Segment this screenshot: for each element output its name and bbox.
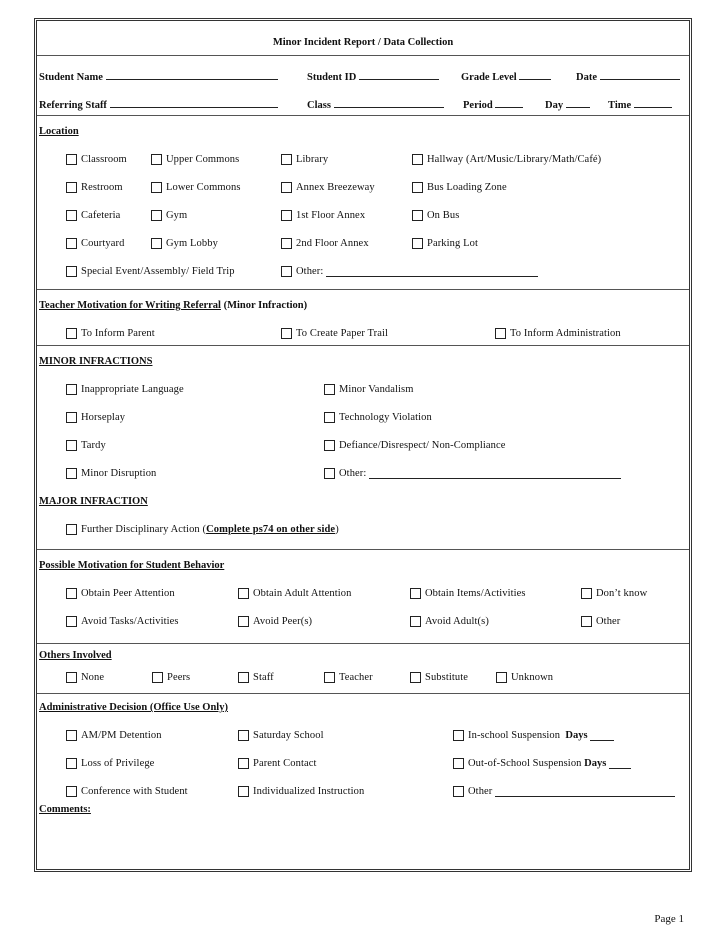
checkbox[interactable] bbox=[324, 468, 335, 479]
motivation-inform-admin[interactable]: To Inform Administration bbox=[495, 328, 621, 339]
checkbox[interactable] bbox=[238, 730, 249, 741]
minor-vandalism[interactable]: Minor Vandalism bbox=[324, 384, 414, 395]
checkbox[interactable] bbox=[151, 182, 162, 193]
checkbox[interactable] bbox=[66, 328, 77, 339]
minor-tardy[interactable]: Tardy bbox=[66, 440, 106, 451]
location-restroom[interactable]: Restroom bbox=[66, 182, 123, 193]
location-heading: Location bbox=[39, 126, 79, 137]
page-number: Page 1 bbox=[654, 913, 684, 925]
day-row[interactable]: Day bbox=[545, 98, 590, 111]
date-field[interactable] bbox=[600, 70, 680, 80]
others-involved-heading: Others Involved bbox=[39, 650, 112, 661]
minor-inappropriate-language[interactable]: Inappropriate Language bbox=[66, 384, 184, 395]
checkbox[interactable] bbox=[238, 786, 249, 797]
location-on-bus[interactable]: On Bus bbox=[412, 210, 459, 221]
checkbox[interactable] bbox=[281, 238, 292, 249]
grade-level-row[interactable]: Grade Level bbox=[461, 70, 551, 83]
checkbox[interactable] bbox=[66, 238, 77, 249]
checkbox[interactable] bbox=[281, 154, 292, 165]
others-teacher[interactable]: Teacher bbox=[324, 672, 373, 683]
admin-detention[interactable]: AM/PM Detention bbox=[66, 730, 162, 741]
location-gym[interactable]: Gym bbox=[151, 210, 187, 221]
minor-technology-violation[interactable]: Technology Violation bbox=[324, 412, 432, 423]
checkbox[interactable] bbox=[410, 588, 421, 599]
minor-infractions-heading: MINOR INFRACTIONS bbox=[39, 356, 153, 367]
minor-other-field[interactable] bbox=[369, 469, 621, 479]
checkbox[interactable] bbox=[66, 384, 77, 395]
possible-other[interactable]: Other bbox=[581, 616, 620, 627]
location-other[interactable]: Other: bbox=[281, 266, 538, 277]
location-hallway[interactable]: Hallway (Art/Music/Library/Math/Café) bbox=[412, 154, 601, 165]
checkbox[interactable] bbox=[453, 730, 464, 741]
possible-adult-attention[interactable]: Obtain Adult Attention bbox=[238, 588, 351, 599]
location-other-field[interactable] bbox=[326, 267, 538, 277]
location-annex-breezeway[interactable]: Annex Breezeway bbox=[281, 182, 375, 193]
minor-other[interactable]: Other: bbox=[324, 468, 621, 479]
admin-parent-contact[interactable]: Parent Contact bbox=[238, 758, 317, 769]
checkbox[interactable] bbox=[66, 524, 77, 535]
checkbox[interactable] bbox=[281, 210, 292, 221]
student-name-field[interactable] bbox=[106, 70, 278, 80]
admin-other[interactable]: Other bbox=[453, 786, 675, 797]
checkbox[interactable] bbox=[412, 210, 423, 221]
minor-defiance[interactable]: Defiance/Disrespect/ Non-Compliance bbox=[324, 440, 505, 451]
location-1st-floor-annex[interactable]: 1st Floor Annex bbox=[281, 210, 365, 221]
student-id-field[interactable] bbox=[359, 70, 439, 80]
possible-avoid-adults[interactable]: Avoid Adult(s) bbox=[410, 616, 489, 627]
possible-motivation-heading: Possible Motivation for Student Behavior bbox=[39, 560, 225, 571]
location-cafeteria[interactable]: Cafeteria bbox=[66, 210, 120, 221]
admin-individualized-instruction[interactable]: Individualized Instruction bbox=[238, 786, 364, 797]
others-staff[interactable]: Staff bbox=[238, 672, 274, 683]
day-field[interactable] bbox=[566, 98, 590, 108]
others-unknown[interactable]: Unknown bbox=[496, 672, 553, 683]
checkbox[interactable] bbox=[496, 672, 507, 683]
admin-decision-heading: Administrative Decision (Office Use Only) bbox=[39, 702, 228, 713]
class-row[interactable]: Class bbox=[307, 98, 444, 111]
checkbox[interactable] bbox=[66, 266, 77, 277]
possible-obtain-items[interactable]: Obtain Items/Activities bbox=[410, 588, 526, 599]
possible-avoid-tasks[interactable]: Avoid Tasks/Activities bbox=[66, 616, 179, 627]
comments-area[interactable] bbox=[39, 820, 687, 870]
checkbox[interactable] bbox=[152, 672, 163, 683]
checkbox[interactable] bbox=[66, 440, 77, 451]
referring-staff-field[interactable] bbox=[110, 98, 278, 108]
checkbox[interactable] bbox=[581, 616, 592, 627]
checkbox[interactable] bbox=[66, 154, 77, 165]
checkbox[interactable] bbox=[66, 468, 77, 479]
major-infraction-heading: MAJOR INFRACTION bbox=[39, 496, 148, 507]
major-further-action[interactable]: Further Disciplinary Action (Complete ps74 on other side) bbox=[66, 524, 339, 535]
checkbox[interactable] bbox=[412, 238, 423, 249]
time-row[interactable]: Time bbox=[608, 98, 672, 111]
date-row[interactable]: Date bbox=[576, 70, 680, 83]
others-peers[interactable]: Peers bbox=[152, 672, 190, 683]
admin-loss-of-privilege[interactable]: Loss of Privilege bbox=[66, 758, 154, 769]
checkbox[interactable] bbox=[412, 154, 423, 165]
checkbox[interactable] bbox=[238, 588, 249, 599]
referring-staff-row[interactable]: Referring Staff bbox=[39, 98, 278, 111]
location-parking-lot[interactable]: Parking Lot bbox=[412, 238, 478, 249]
checkbox[interactable] bbox=[281, 328, 292, 339]
period-field[interactable] bbox=[495, 98, 523, 108]
period-row[interactable]: Period bbox=[463, 98, 523, 111]
student-name-row[interactable]: Student Name bbox=[39, 70, 278, 83]
incident-report-form bbox=[34, 18, 692, 872]
checkbox[interactable] bbox=[324, 672, 335, 683]
possible-peer-attention[interactable]: Obtain Peer Attention bbox=[66, 588, 175, 599]
student-id-row[interactable]: Student ID bbox=[307, 70, 439, 83]
location-library[interactable]: Library bbox=[281, 154, 328, 165]
location-lower-commons[interactable]: Lower Commons bbox=[151, 182, 241, 193]
checkbox[interactable] bbox=[581, 588, 592, 599]
checkbox[interactable] bbox=[412, 182, 423, 193]
location-2nd-floor-annex[interactable]: 2nd Floor Annex bbox=[281, 238, 369, 249]
admin-saturday-school[interactable]: Saturday School bbox=[238, 730, 324, 741]
checkbox[interactable] bbox=[281, 266, 292, 277]
checkbox[interactable] bbox=[238, 672, 249, 683]
possible-dont-know[interactable]: Don’t know bbox=[581, 588, 647, 599]
checkbox[interactable] bbox=[66, 730, 77, 741]
location-bus-loading-zone[interactable]: Bus Loading Zone bbox=[412, 182, 507, 193]
checkbox[interactable] bbox=[324, 440, 335, 451]
checkbox[interactable] bbox=[66, 616, 77, 627]
checkbox[interactable] bbox=[410, 672, 421, 683]
possible-avoid-peers[interactable]: Avoid Peer(s) bbox=[238, 616, 312, 627]
checkbox[interactable] bbox=[66, 758, 77, 769]
checkbox[interactable] bbox=[151, 154, 162, 165]
oss-days-field[interactable] bbox=[609, 759, 631, 769]
checkbox[interactable] bbox=[410, 616, 421, 627]
motivation-inform-parent[interactable]: To Inform Parent bbox=[66, 328, 155, 339]
checkbox[interactable] bbox=[453, 786, 464, 797]
checkbox[interactable] bbox=[238, 758, 249, 769]
admin-decision-section bbox=[37, 693, 689, 815]
possible-motivation-section bbox=[37, 549, 689, 627]
minor-infractions-section bbox=[37, 345, 689, 535]
location-upper-commons[interactable]: Upper Commons bbox=[151, 154, 239, 165]
form-title: Minor Incident Report / Data Collection bbox=[272, 37, 454, 48]
admin-other-field[interactable] bbox=[495, 787, 675, 797]
checkbox[interactable] bbox=[66, 588, 77, 599]
class-field[interactable] bbox=[334, 98, 444, 108]
grade-level-field[interactable] bbox=[519, 70, 551, 80]
checkbox[interactable] bbox=[66, 210, 77, 221]
checkbox[interactable] bbox=[66, 672, 77, 683]
comments-heading: Comments: bbox=[39, 804, 91, 815]
location-gym-lobby[interactable]: Gym Lobby bbox=[151, 238, 218, 249]
others-none[interactable]: None bbox=[66, 672, 104, 683]
checkbox[interactable] bbox=[281, 182, 292, 193]
minor-disruption[interactable]: Minor Disruption bbox=[66, 468, 156, 479]
motivation-paper-trail[interactable]: To Create Paper Trail bbox=[281, 328, 388, 339]
time-field[interactable] bbox=[634, 98, 672, 108]
admin-conference[interactable]: Conference with Student bbox=[66, 786, 188, 797]
others-involved-section bbox=[37, 643, 689, 683]
checkbox[interactable] bbox=[151, 238, 162, 249]
checkbox[interactable] bbox=[453, 758, 464, 769]
others-substitute[interactable]: Substitute bbox=[410, 672, 468, 683]
teacher-motivation-heading: Teacher Motivation for Writing Referral (Minor Infraction) bbox=[39, 300, 308, 311]
checkbox[interactable] bbox=[66, 412, 77, 423]
checkbox[interactable] bbox=[151, 210, 162, 221]
location-special-event[interactable]: Special Event/Assembly/ Field Trip bbox=[66, 266, 235, 277]
location-courtyard[interactable]: Courtyard bbox=[66, 238, 124, 249]
teacher-motivation-section bbox=[37, 289, 689, 339]
checkbox[interactable] bbox=[66, 786, 77, 797]
minor-horseplay[interactable]: Horseplay bbox=[66, 412, 125, 423]
checkbox[interactable] bbox=[324, 412, 335, 423]
iss-days-field[interactable] bbox=[590, 731, 614, 741]
location-classroom[interactable]: Classroom bbox=[66, 154, 127, 165]
admin-in-school-suspension[interactable]: In-school Suspension Days bbox=[453, 730, 614, 741]
checkbox[interactable] bbox=[495, 328, 506, 339]
student-info-section bbox=[37, 55, 689, 111]
checkbox[interactable] bbox=[238, 616, 249, 627]
admin-oss[interactable]: Out-of-School Suspension Days bbox=[453, 758, 631, 769]
checkbox[interactable] bbox=[324, 384, 335, 395]
location-section bbox=[37, 115, 689, 277]
checkbox[interactable] bbox=[66, 182, 77, 193]
